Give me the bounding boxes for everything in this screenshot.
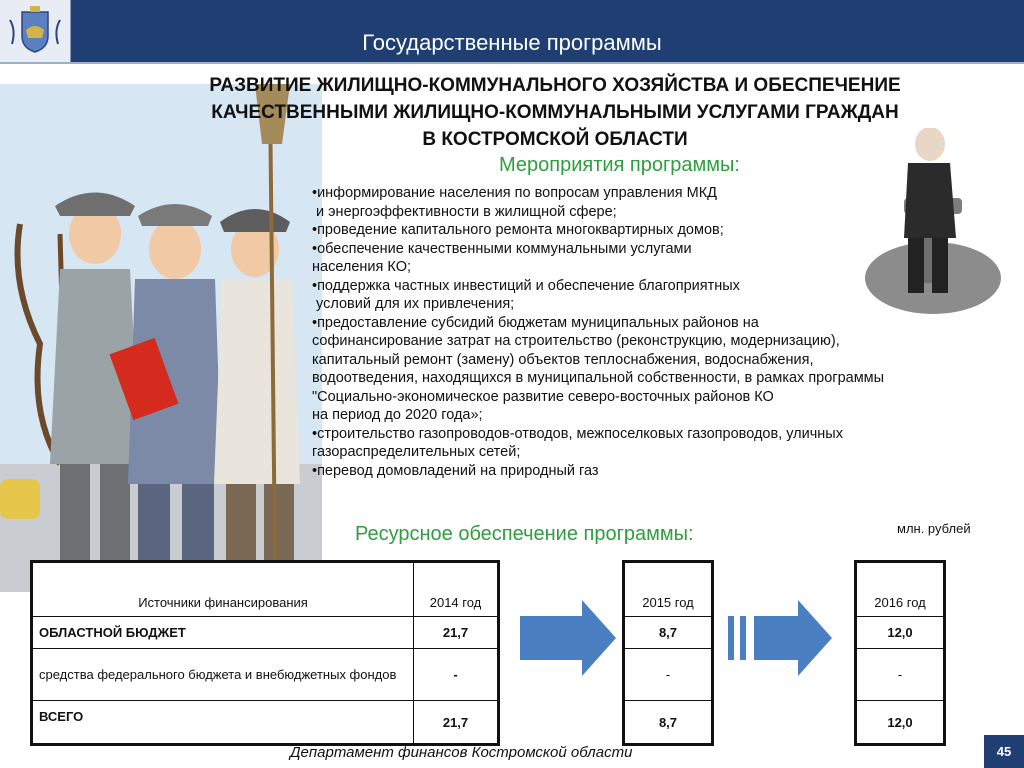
cell-2014-regional: 21,7: [414, 617, 499, 649]
row-label-federal-funds: средства федерального бюджета и внебюджетных фондов: [32, 649, 414, 701]
row-label-total: ВСЕГО: [32, 701, 414, 745]
cell-2015-regional: 8,7: [624, 617, 713, 649]
cell-2016-federal: -: [856, 649, 945, 701]
page-header-title: Государственные программы: [362, 30, 662, 55]
year-header-2016: 2016 год: [856, 562, 945, 617]
activities-list: [312, 184, 1012, 480]
funding-table-2016: [854, 560, 946, 746]
cell-2016-regional: 12,0: [856, 617, 945, 649]
cell-2014-total: 21,7: [414, 701, 499, 745]
list-item: •поддержка частных инвестиций и обеспечение благоприятных: [312, 277, 740, 294]
cell-2016-total: 12,0: [856, 701, 945, 745]
heading-line-3: В КОСТРОМСКОЙ ОБЛАСТИ: [422, 129, 688, 150]
list-item: и энергоэффективности в жилищной сфере;: [312, 203, 617, 220]
list-item: на период до 2020 года»;: [312, 407, 483, 423]
cartoon-workers-illustration: [0, 84, 322, 592]
row-label-regional-budget: ОБЛАСТНОЙ БЮДЖЕТ: [32, 617, 414, 649]
list-item: газораспределительных сетей;: [312, 444, 521, 460]
header-bar: [0, 0, 1024, 64]
list-item: софинансирование затрат на строительство (реконструкцию, модернизацию),: [312, 333, 840, 349]
footer-department: Департамент финансов Костромской области: [290, 744, 633, 761]
cell-2014-federal: -: [414, 649, 499, 701]
heading-line-2: КАЧЕСТВЕННЫМИ ЖИЛИЩНО-КОММУНАЛЬНЫМИ УСЛУГАМИ ГРАЖДАН: [211, 102, 899, 123]
source-header: Источники финансирования: [32, 562, 414, 617]
list-item: •проведение капитального ремонта многоквартирных домов;: [312, 222, 724, 238]
activities-title: Мероприятия программы:: [499, 154, 740, 176]
resources-title: Ресурсное обеспечение программы:: [355, 523, 694, 545]
year-header-2014: 2014 год: [414, 562, 499, 617]
page-number: 45: [984, 735, 1024, 768]
list-item: условий для их привлечения;: [312, 296, 515, 312]
list-item: водоотведения, находящихся в муниципальной собственности, в рамках программы: [312, 370, 885, 386]
heading-line-1: РАЗВИТИЕ ЖИЛИЩНО-КОММУНАЛЬНОГО ХОЗЯЙСТВА И ОБЕСПЕЧЕНИЕ: [209, 75, 901, 96]
list-item: капитальный ремонт (замену) объектов теплоснабжения, водоснабжения,: [312, 351, 814, 368]
list-item: •предоставление субсидий бюджетам муниципальных районов на: [312, 314, 759, 331]
funding-table-2015: [622, 560, 714, 746]
list-item: •перевод домовладений на природный газ: [312, 462, 599, 479]
list-item: •информирование населения по вопросам управления МКД: [312, 185, 717, 201]
funding-table-2014: [30, 560, 500, 746]
cell-2015-federal: -: [624, 649, 713, 701]
arrow-right-dashed-icon: [728, 600, 834, 681]
list-item: населения КО;: [312, 259, 412, 275]
cell-2015-total: 8,7: [624, 701, 713, 745]
list-item: •обеспечение качественными коммунальными услугами: [312, 240, 692, 257]
arrow-right-icon: [520, 600, 618, 681]
list-item: •строительство газопроводов-отводов, межпоселковых газопроводов, уличных: [312, 425, 843, 442]
unit-label: млн. рублей: [897, 521, 971, 536]
year-header-2015: 2015 год: [624, 562, 713, 617]
list-item: "Социально-экономическое развитие северо-восточных районов КО: [312, 388, 774, 405]
